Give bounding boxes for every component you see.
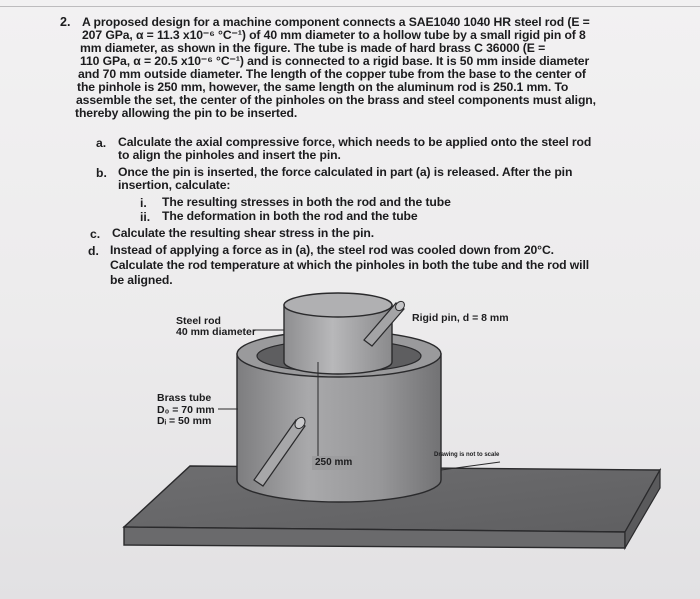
item-a-line-2: to align the pinholes and insert the pin. <box>118 148 341 162</box>
item-b-line-1: Once the pin is inserted, the force calculated in part (a) is released. After the pin <box>118 165 573 179</box>
item-a-marker: a. <box>96 136 107 150</box>
subitem-i-marker: i. <box>140 196 147 210</box>
statement-line-3: mm diameter, as shown in the figure. The tube is made of hard brass C 36000 (E = <box>80 41 546 55</box>
item-b-marker: b. <box>96 166 107 180</box>
steel-rod-diameter-label: 40 mm diameter <box>176 326 256 338</box>
subitem-ii-text: The deformation in both the rod and the tube <box>162 209 418 223</box>
statement-line-4: 110 GPa, α = 20.5 x10⁻⁶ °C⁻¹) and is connected to a rigid base. It is 50 mm inside diameter <box>80 54 590 68</box>
statement-line-8: thereby allowing the pin to be inserted. <box>75 106 298 120</box>
item-d-line-3: be aligned. <box>110 273 173 287</box>
dimension-250-label: 250 mm <box>315 457 353 468</box>
brass-tube-di-label: Dᵢ = 50 mm <box>157 415 212 427</box>
item-d-marker: d. <box>88 244 99 258</box>
rigid-pin-label: Rigid pin, d = 8 mm <box>412 312 509 324</box>
item-c-marker: c. <box>90 227 101 241</box>
item-b-line-2: insertion, calculate: <box>118 178 231 192</box>
question-number: 2. <box>60 15 71 29</box>
statement-line-6: the pinhole is 250 mm, however, the same length on the aluminum rod is 250.1 mm. To <box>77 80 569 94</box>
item-a-line-1: Calculate the axial compressive force, which needs to be applied onto the steel rod <box>118 135 592 149</box>
subitem-ii-marker: ii. <box>140 210 151 224</box>
steel-rod-label: Steel rod <box>176 315 221 327</box>
item-d-line-2: Calculate the rod temperature at which the pinholes in both the tube and the rod will <box>110 258 590 272</box>
statement-line-7: assemble the set, the center of the pinholes on the brass and steel components must align, <box>76 93 596 107</box>
brass-tube-do-label: D₀ = 70 mm <box>157 404 215 416</box>
item-c-line-1: Calculate the resulting shear stress in the pin. <box>112 226 375 240</box>
not-to-scale-note: Drawing is not to scale <box>434 452 500 458</box>
steel-rod-top <box>284 293 392 317</box>
brass-tube-label: Brass tube <box>157 392 212 404</box>
subitem-i-text: The resulting stresses in both the rod and the tube <box>162 195 451 209</box>
statement-line-1: A proposed design for a machine component connects a SAE1040 1040 HR steel rod (E = <box>82 15 590 29</box>
statement-line-5: and 70 mm outside diameter. The length of the copper tube from the base to the center of <box>78 67 586 81</box>
statement-line-2: 207 GPa, α = 11.3 x10⁻⁶ °C⁻¹) of 40 mm diameter to a hollow tube by a small rigid pin of 8 <box>82 28 586 42</box>
item-d-line-1: Instead of applying a force as in (a), the steel rod was cooled down from 20°C. <box>110 243 554 257</box>
